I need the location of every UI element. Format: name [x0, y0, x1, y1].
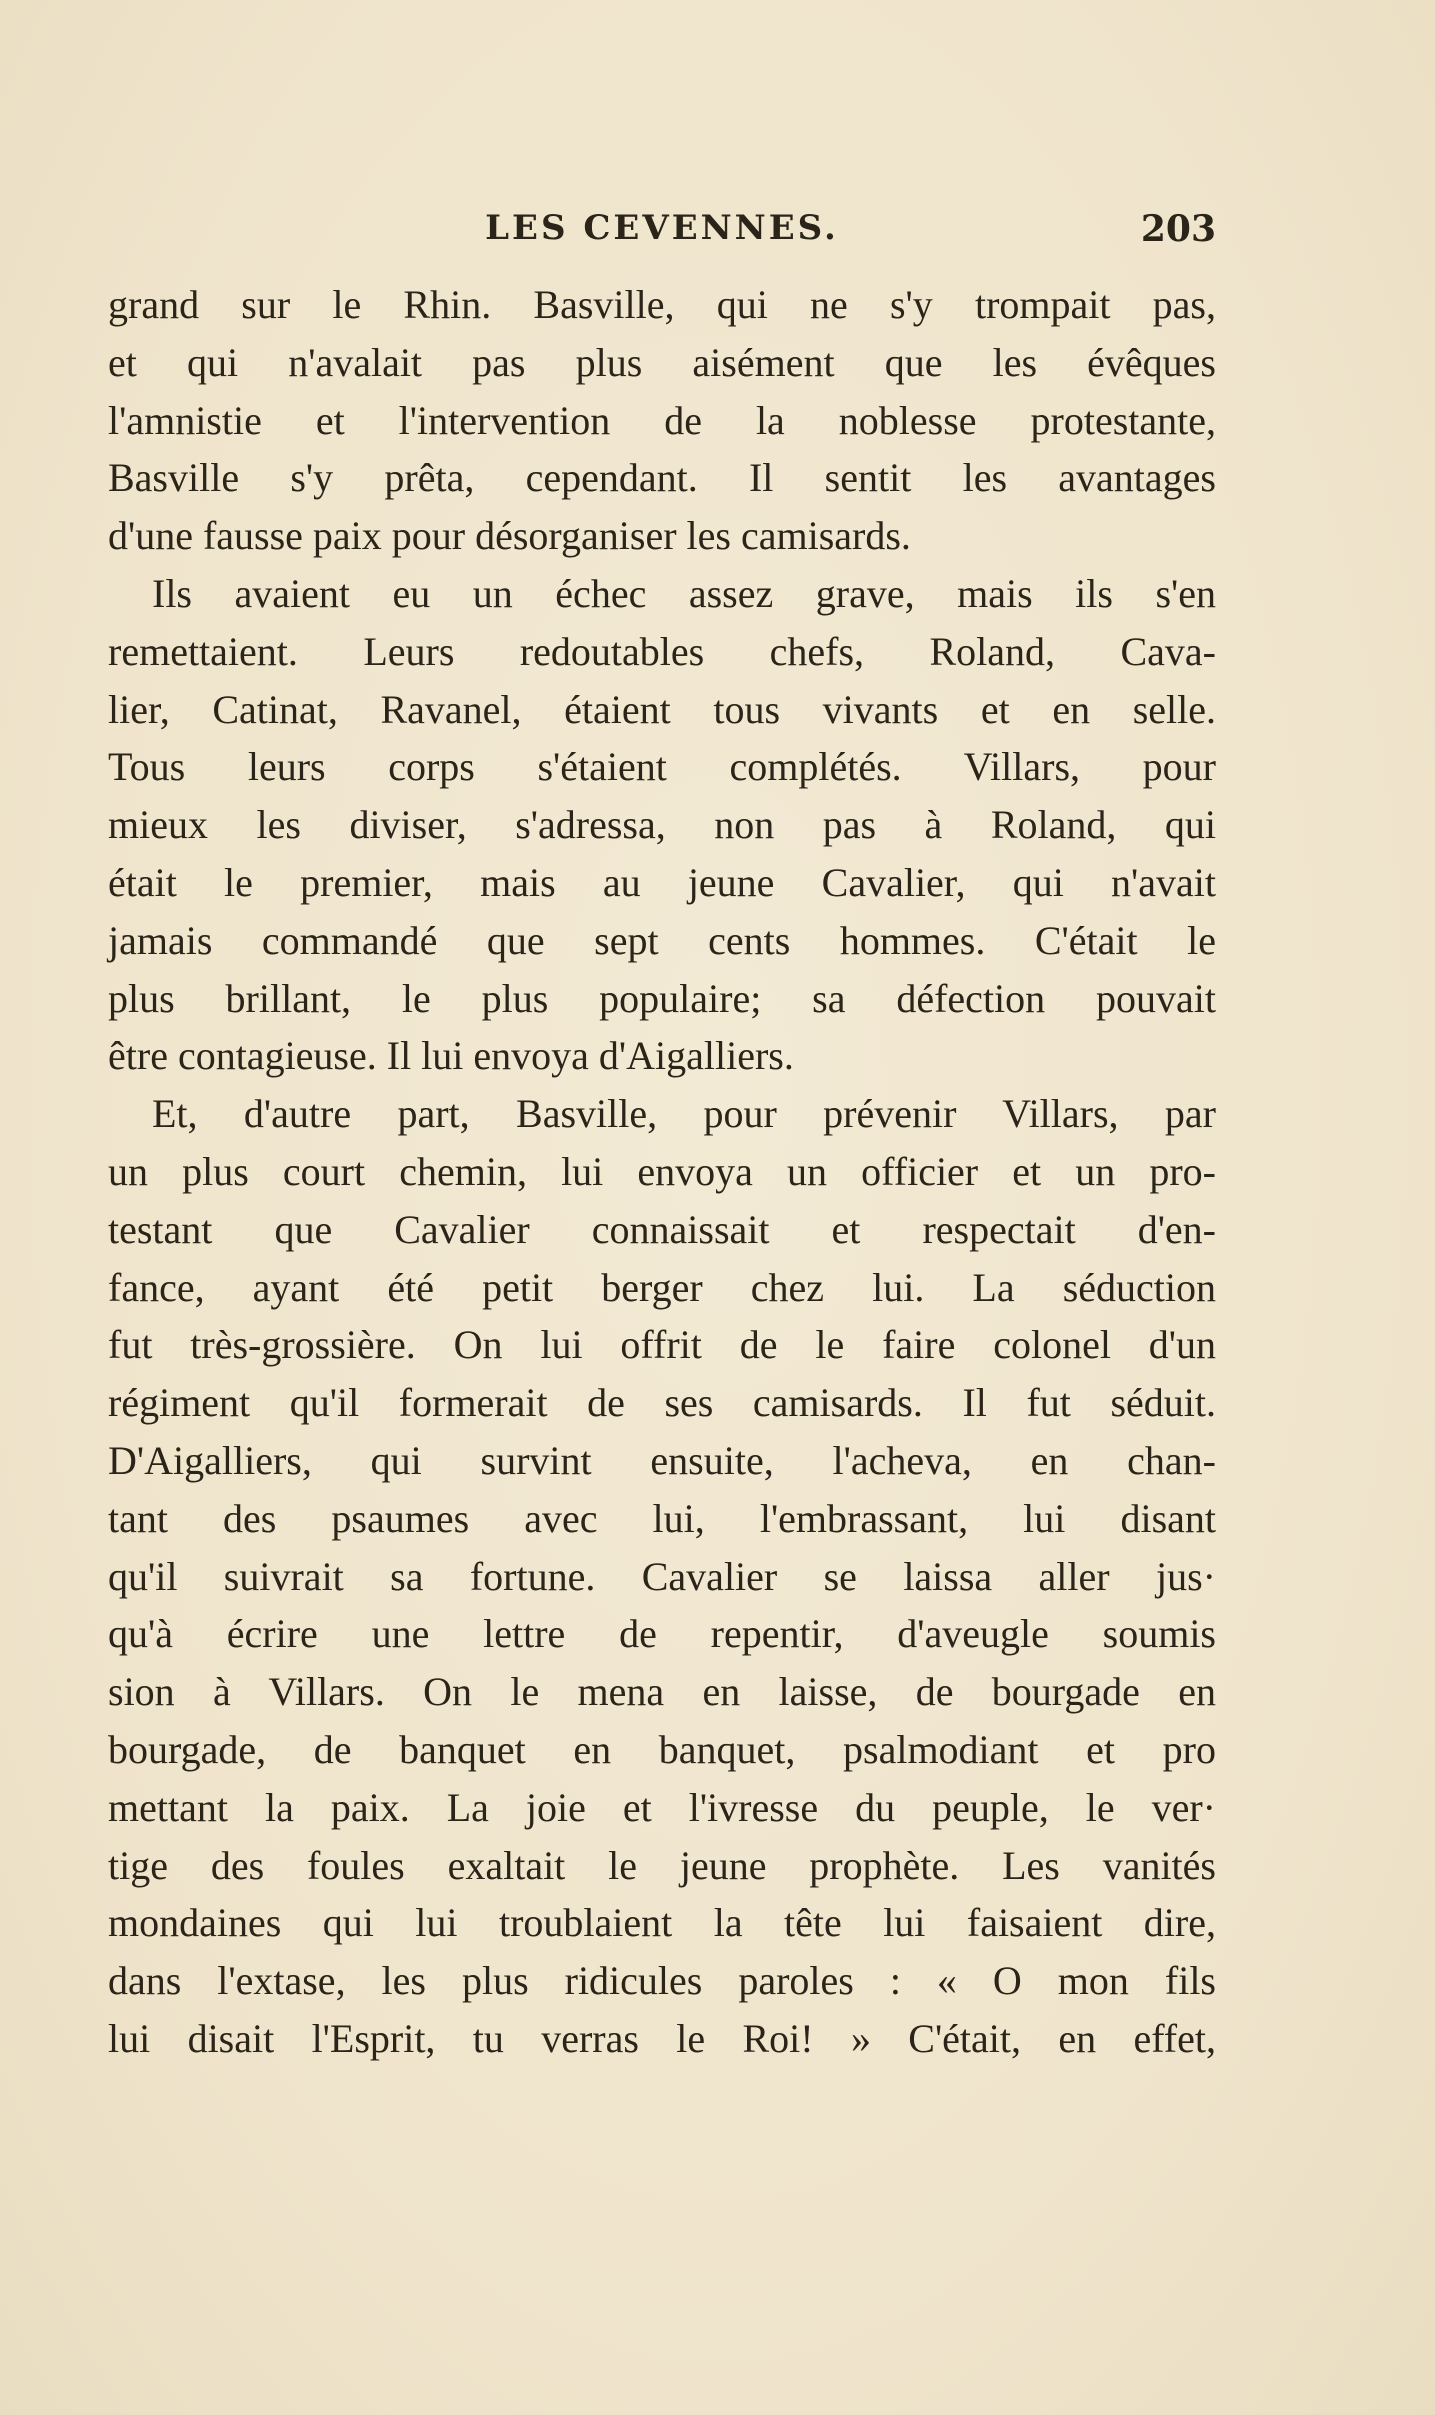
text-line: lui disait l'Esprit, tu verras le Roi! » C'était, en effet,: [108, 2015, 1216, 2061]
text-line: Basville s'y prêta, cependant. Il sentit les avantages: [108, 455, 1216, 501]
text-line: remettaient. Leurs redoutables chefs, Roland, Cava-: [108, 628, 1216, 674]
text-line: régiment qu'il formerait de ses camisards. Il fut séduit.: [108, 1380, 1216, 1426]
text-line: fance, ayant été petit berger chez lui. La séduction: [108, 1264, 1216, 1310]
text-body: [108, 276, 1216, 2068]
text-line: un plus court chemin, lui envoya un officier et un pro-: [108, 1148, 1216, 1194]
paragraph-start-line: Ils avaient eu un échec assez grave, mais ils s'en: [152, 570, 1216, 616]
text-line: qu'à écrire une lettre de repentir, d'aveugle soumis: [108, 1611, 1216, 1657]
text-line: être contagieuse. Il lui envoya d'Aigalliers.: [108, 1033, 794, 1079]
text-line: testant que Cavalier connaissait et respectait d'en-: [108, 1206, 1216, 1252]
text-line: était le premier, mais au jeune Cavalier, qui n'avait: [108, 859, 1216, 905]
text-line: mondaines qui lui troublaient la tête lui faisaient dire,: [108, 1900, 1216, 1946]
text-line: sion à Villars. On le mena en laisse, de bourgade en: [108, 1669, 1216, 1715]
text-line: dans l'extase, les plus ridicules paroles : « O mon fils: [108, 1958, 1216, 2004]
running-title: LES CEVENNES.: [485, 208, 839, 248]
text-line: et qui n'avalait pas plus aisément que les évêques: [108, 339, 1216, 385]
text-line: tant des psaumes avec lui, l'embrassant, lui disant: [108, 1495, 1216, 1541]
text-line: lier, Catinat, Ravanel, étaient tous vivants et en selle.: [108, 686, 1216, 732]
text-line: grand sur le Rhin. Basville, qui ne s'y trompait pas,: [108, 282, 1216, 327]
text-line: l'amnistie et l'intervention de la noblesse protestante,: [108, 397, 1216, 443]
text-line: fut très-grossière. On lui offrit de le faire colonel d'un: [108, 1322, 1216, 1368]
text-line: Tous leurs corps s'étaient complétés. Villars, pour: [108, 744, 1216, 790]
text-line: mieux les diviser, s'adressa, non pas à Roland, qui: [108, 802, 1216, 848]
running-head: [108, 208, 1216, 258]
text-line: d'une fausse paix pour désorganiser les camisards.: [108, 513, 911, 559]
text-line: qu'il suivrait sa fortune. Cavalier se laissa aller jus·: [108, 1553, 1216, 1599]
text-line: jamais commandé que sept cents hommes. C'était le: [108, 917, 1216, 963]
paragraph-start-line: Et, d'autre part, Basville, pour prévenir Villars, par: [152, 1091, 1216, 1137]
text-line: mettant la paix. La joie et l'ivresse du peuple, le ver·: [108, 1784, 1216, 1830]
text-line: bourgade, de banquet en banquet, psalmodiant et pro: [108, 1726, 1216, 1772]
page-number: 203: [1140, 208, 1216, 250]
text-line: tige des foules exaltait le jeune prophète. Les vanités: [108, 1842, 1216, 1888]
text-line: D'Aigalliers, qui survint ensuite, l'acheva, en chan-: [108, 1437, 1216, 1483]
text-line: plus brillant, le plus populaire; sa défection pouvait: [108, 975, 1216, 1021]
